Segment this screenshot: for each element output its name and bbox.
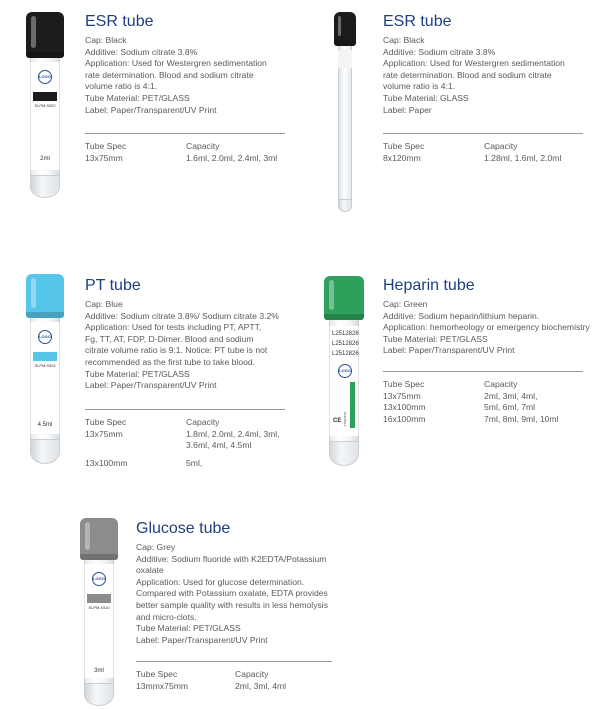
tube-label — [30, 62, 60, 170]
product-description: Cap: Green Additive: Sodium heparin/lithium heparin. Application: hemorheology or emergency biochemistry Tube Material: PET/GLASS Label: Paper/Transparent/UV Print — [383, 299, 590, 356]
tube-label — [30, 322, 60, 434]
divider — [383, 133, 583, 134]
brand-logo-icon: LOGO — [92, 572, 106, 586]
esr-tube-image — [24, 12, 66, 198]
divider — [85, 409, 285, 410]
green-cap — [324, 276, 364, 320]
tube-label: L2512826 L2512826 L2512826 LOGO Heparin CE — [329, 326, 359, 436]
ce-mark: CE — [333, 418, 342, 424]
product-title: PT tube — [85, 277, 141, 294]
tube-volume: 2ml — [40, 156, 50, 162]
spec-table: Tube Spec Capacity 8x120mm 1.28ml, 1.6ml, 2.0ml — [383, 141, 562, 163]
spec-table: Tube Spec Capacity 13x75mm 1.6ml, 2.0ml, 2.4ml, 3ml — [85, 141, 278, 163]
divider — [85, 133, 285, 134]
tube-code: L2512826 — [332, 351, 359, 357]
tube-code: SLPM-9302 — [34, 103, 56, 108]
product-title: ESR tube — [85, 13, 154, 30]
blue-cap — [26, 274, 64, 318]
spec-table: Tube Spec Capacity 13mmx75mm 2ml, 3ml, 4ml — [136, 669, 287, 691]
brand-logo-icon: LOGO — [338, 364, 352, 378]
product-description: Cap: Blue Additive: Sodium citrate 3.8%/ Sodium citrate 3.2% Application: Used for tests including PT, APTT, Fg, TT, AT, FDP, D-Dimer. Blood and sodium citrate volume ratio is 9:1. Notice: PT tube is not recommended as the first tube to take blood. Tube Material: PET/GLASS Label: Paper/Transparent/UV Print — [85, 299, 279, 391]
tube-label — [84, 564, 114, 678]
divider — [136, 661, 332, 662]
black-cap — [26, 12, 64, 58]
tube-code: SLPM-9304 — [34, 363, 56, 368]
tube-code: L2512826 — [332, 341, 359, 347]
heparin-tube-image — [322, 276, 366, 466]
black-cap — [334, 12, 356, 46]
product-title: Glucose tube — [136, 520, 231, 537]
tube-code: SLPM-9310 — [88, 605, 110, 610]
esr-glass-tube-image — [332, 12, 358, 212]
grey-cap — [80, 518, 118, 560]
tube-code: L2512826 — [332, 331, 359, 337]
glucose-tube-image — [78, 518, 120, 706]
product-title: ESR tube — [383, 13, 452, 30]
product-description: Cap: Grey Additive: Sodium fluoride with K2EDTA/Potassium oxalate Application: Used for glucose determination. Compared with Potassium oxalate, EDTA provides better sample quality with results in less hemolysis and micro-clots. Tube Material: PET/GLASS Label: Paper/Transparent/UV Print — [136, 542, 329, 645]
tube-volume: 4.5ml — [37, 422, 53, 428]
pt-tube-image — [24, 274, 66, 464]
divider — [383, 371, 583, 372]
brand-logo-icon: LOGO — [38, 330, 52, 344]
spec-table: Tube Spec Capacity 13x75mm 1.8ml, 2.0ml, 2.4ml, 3ml, 3.6ml, 4ml, 4.5ml 13x100mm 5ml, — [85, 417, 280, 468]
product-description: Cap: Black Additive: Sodium citrate 3.8% Application: Used for Westergren sedimentation rate determination. Blood and sodium citrate volume ratio is 4:1. Tube Material: GLASS Label: Paper — [383, 35, 565, 115]
product-description: Cap: Black Additive: Sodium citrate 3.8% Application: Used for Westergren sedimentation rate determination. Blood and sodium citrate volume ratio is 4:1. Tube Material: PET/GLASS Label: Paper/Transparent/UV Print — [85, 35, 267, 115]
brand-logo-icon: LOGO — [38, 70, 52, 84]
product-title: Heparin tube — [383, 277, 475, 294]
tube-volume: 3ml — [94, 668, 104, 674]
spec-table: Tube Spec Capacity 13x75mm 2ml, 3ml, 4ml, 13x100mm 5ml, 6ml, 7ml 16x100mm 7ml, 8ml, 9ml, 10ml — [383, 379, 559, 424]
